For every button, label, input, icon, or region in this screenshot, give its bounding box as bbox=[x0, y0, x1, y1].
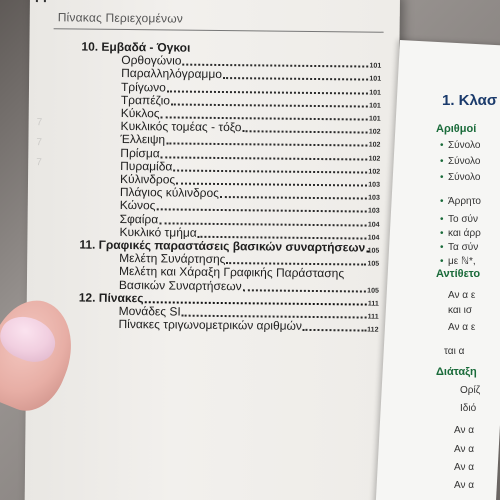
toc-entry-text: Έλλειψη bbox=[120, 132, 166, 147]
right-page-line: Αν α bbox=[454, 480, 475, 491]
toc-entry-text: Μελέτη και Χάραξη Γραφικής Παράστασης bbox=[119, 264, 345, 281]
bleed-through-text: 7 bbox=[36, 157, 42, 169]
toc-entry-text: 10. Εμβαδά - Όγκοι bbox=[81, 39, 191, 55]
toc-leader-dots bbox=[242, 122, 367, 133]
toc-page-number: 112 bbox=[367, 326, 379, 334]
toc-leader-dots bbox=[366, 243, 367, 253]
toc-page-number: 104 bbox=[367, 221, 380, 229]
toc-entry-text: Τρίγωνο bbox=[120, 79, 166, 95]
toc-entry-text: Ορθογώνιο bbox=[121, 53, 182, 68]
right-page-line: Αν α ε bbox=[448, 290, 476, 301]
right-page-line: • με ℕ*, bbox=[448, 256, 476, 267]
toc-entry-text: 12. Πίνακες bbox=[78, 290, 144, 306]
toc-entry-text: Κώνος bbox=[119, 198, 156, 213]
toc-entry-text: Πλάγιος κύλινδρος bbox=[119, 185, 220, 201]
toc-entry-text: Κυκλικό τμήμα bbox=[119, 224, 197, 240]
toc-leader-dots bbox=[159, 214, 367, 226]
toc-page-number: 102 bbox=[368, 155, 381, 163]
toc-page-number: 103 bbox=[367, 207, 380, 216]
right-page-line: Αν α bbox=[454, 444, 475, 455]
right-page-line: Αν α bbox=[454, 462, 475, 473]
page-corner-mark bbox=[36, 0, 46, 2]
toc-page-number: 103 bbox=[368, 194, 380, 202]
toc-entry-text: 11. Γραφικές παραστάσεις βασικών συναρτήσεων bbox=[79, 237, 366, 255]
toc-leader-dots bbox=[176, 175, 367, 187]
right-page-line: Ιδιό bbox=[460, 403, 477, 414]
toc-page-number: 105 bbox=[367, 260, 380, 268]
right-page-subheading: Αριθμοί bbox=[436, 123, 477, 135]
toc-entry-text: Πρίσμα bbox=[120, 145, 160, 160]
right-page-line: Ορίζ bbox=[460, 385, 481, 396]
toc-page-number: 101 bbox=[369, 75, 382, 84]
toc-leader-dots bbox=[198, 228, 367, 240]
toc-entry-text: Βασικών Συναρτήσεων bbox=[118, 277, 242, 293]
toc-leader-dots bbox=[220, 188, 367, 200]
toc-entry-text: Παραλληλόγραμμο bbox=[121, 66, 223, 82]
right-page-line: • Άρρητο bbox=[448, 196, 481, 207]
right-page-line: • και άρρ bbox=[448, 228, 481, 239]
right-page-line: • Το σύν bbox=[448, 214, 478, 225]
toc-entry-text: Πυραμίδα bbox=[120, 158, 173, 174]
toc-leader-dots bbox=[144, 293, 366, 305]
toc-leader-dots bbox=[223, 69, 369, 81]
header-rule bbox=[54, 28, 384, 32]
right-page-line: • Σύνολο bbox=[448, 172, 480, 183]
toc-page-number: 111 bbox=[367, 313, 379, 321]
right-page-line: και ισ bbox=[448, 305, 473, 316]
toc-leader-dots bbox=[161, 108, 369, 120]
bleed-through-text: 7 bbox=[36, 137, 43, 149]
toc-page-number: 101 bbox=[369, 62, 382, 70]
toc-entry-text: Μονάδες SI bbox=[118, 303, 181, 319]
toc-entry-text: Κυκλικός τομέας - τόξο bbox=[120, 119, 242, 135]
toc-leader-dots bbox=[303, 321, 366, 332]
toc-page-number: 102 bbox=[368, 168, 381, 176]
toc-entry-text: Σφαίρα bbox=[119, 211, 159, 226]
toc-leader-dots bbox=[226, 254, 366, 265]
right-page-title: 1. Κλασ bbox=[442, 92, 498, 109]
right-page-subheading: Αντίθετο bbox=[436, 268, 481, 280]
toc-entry-text: Πίνακες τριγωνομετρικών αριθμών bbox=[118, 317, 303, 334]
toc-entry-text: Κύκλος bbox=[120, 105, 160, 121]
right-page-line: ται α bbox=[444, 346, 465, 357]
toc-entry-text: Τραπέζιο bbox=[120, 92, 171, 108]
right-page-subheading: Διάταξη bbox=[436, 366, 477, 378]
toc-page-number: 102 bbox=[368, 128, 381, 136]
toc-page-number: 105 bbox=[367, 287, 379, 295]
toc-entry-text: Κύλινδρος bbox=[119, 171, 176, 187]
table-of-contents bbox=[78, 39, 382, 334]
toc-page-number: 102 bbox=[368, 141, 381, 150]
toc-page-number: 101 bbox=[369, 102, 381, 110]
toc-leader-dots bbox=[161, 148, 368, 160]
toc-leader-dots bbox=[167, 82, 369, 94]
toc-page-number: 101 bbox=[368, 115, 381, 123]
toc-leader-dots bbox=[182, 307, 367, 319]
toc-entry-row bbox=[118, 318, 378, 334]
right-page-line: Αν α ε bbox=[448, 322, 476, 333]
toc-leader-dots bbox=[171, 95, 368, 107]
toc-page-number: 103 bbox=[368, 181, 381, 189]
toc-leader-dots bbox=[166, 135, 368, 147]
toc-leader-dots bbox=[173, 161, 367, 173]
bleed-through-text: 7 bbox=[36, 117, 43, 129]
toc-page-number: 111 bbox=[367, 300, 379, 308]
right-page-line: • Σύνολο bbox=[448, 156, 480, 167]
page-header: Πίνακας Περιεχομένων bbox=[57, 10, 184, 26]
left-book-page bbox=[25, 0, 400, 500]
toc-entry-text: Μελέτη Συνάρτησης bbox=[119, 251, 226, 267]
right-page-line: • Τα σύν bbox=[448, 242, 478, 253]
toc-leader-dots bbox=[243, 281, 367, 292]
toc-page-number: 101 bbox=[369, 89, 382, 97]
toc-page-number: 105 bbox=[367, 247, 380, 255]
toc-leader-dots bbox=[156, 201, 367, 213]
toc-page-number: 104 bbox=[367, 234, 380, 242]
right-page-line: Αν α bbox=[454, 425, 475, 436]
toc-leader-dots bbox=[182, 56, 368, 68]
right-page-line: • Σύνολο bbox=[448, 140, 480, 151]
